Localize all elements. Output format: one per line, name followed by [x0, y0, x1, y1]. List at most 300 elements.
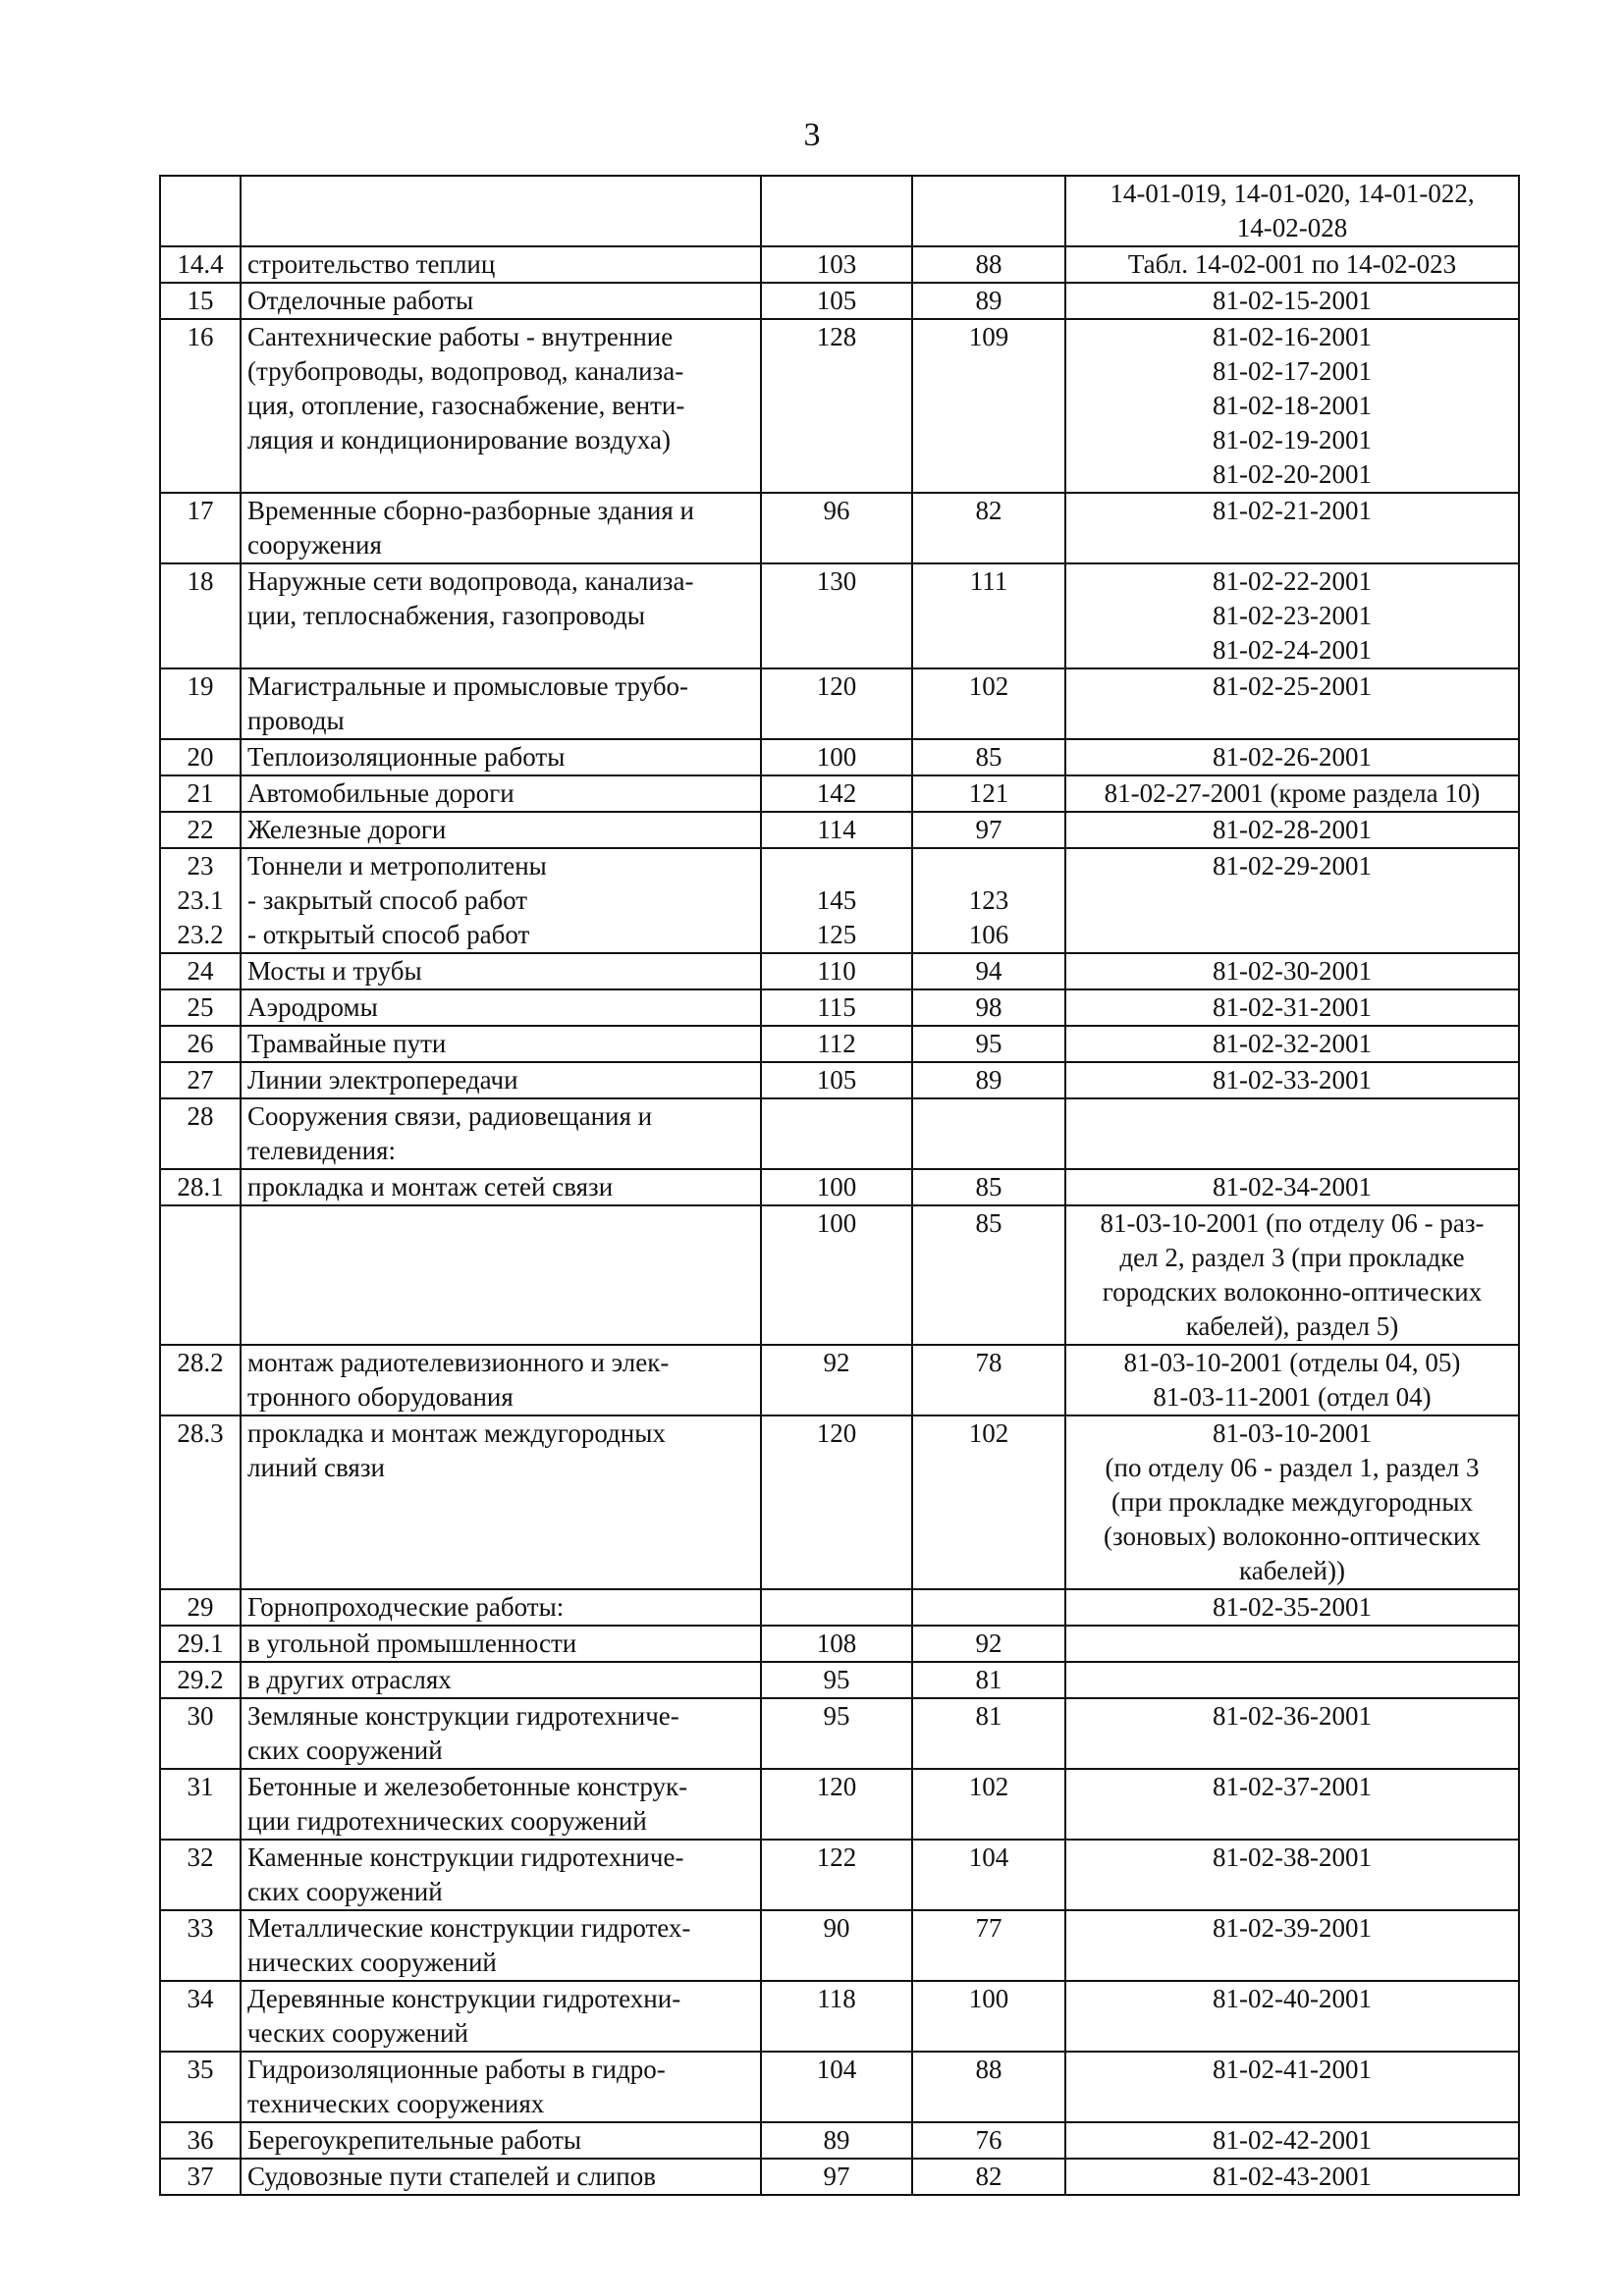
cell-line: 111 — [969, 566, 1008, 596]
cell-line: Теплоизоляционные работы — [247, 742, 566, 772]
table-row — [160, 563, 1519, 668]
row-number-cell — [160, 812, 241, 848]
cell-line: 20 — [187, 742, 214, 772]
work-type-cell — [241, 1098, 761, 1169]
row-number-cell — [160, 1589, 241, 1626]
cell-line: 81-02-36-2001 — [1213, 1701, 1372, 1731]
cell-line: ции, теплоснабжения, газопроводы — [247, 601, 645, 630]
cell-line: 24 — [187, 956, 214, 986]
reference-cell — [1065, 1589, 1519, 1626]
cell-line: 21 — [187, 778, 214, 808]
cell-line: Сооружения связи, радиовещания и — [247, 1101, 653, 1131]
row-number-cell — [160, 1345, 241, 1415]
reference-cell — [1065, 1910, 1519, 1981]
cell-line: 81-03-11-2001 (отдел 04) — [1153, 1382, 1432, 1412]
cell-line: 125 — [816, 920, 857, 949]
work-type-cell — [241, 2122, 761, 2159]
cell-line: 81-02-39-2001 — [1213, 1913, 1372, 1943]
coefficient-b-cell — [912, 1169, 1065, 1205]
coefficient-b-cell — [912, 1415, 1065, 1589]
coefficient-b-cell — [912, 775, 1065, 812]
coefficient-a-cell — [761, 2052, 912, 2122]
work-type-cell — [241, 1910, 761, 1981]
cell-line: 106 — [968, 920, 1009, 949]
cell-line: ских сооружений — [247, 1877, 443, 1906]
work-type-cell — [241, 1769, 761, 1840]
cell-line: 123 — [968, 885, 1009, 915]
row-number-cell — [160, 1415, 241, 1589]
cell-line: 36 — [187, 2125, 214, 2155]
coefficient-b-cell — [912, 2122, 1065, 2159]
cell-line: Табл. 14-02-001 по 14-02-023 — [1127, 249, 1457, 279]
coefficient-b-cell — [912, 283, 1065, 319]
cell-line: Берегоукрепительные работы — [247, 2125, 582, 2155]
reference-cell — [1065, 176, 1519, 246]
cell-line: 81 — [975, 1665, 1002, 1694]
cell-line: 19 — [187, 671, 214, 701]
coefficient-a-cell — [761, 246, 912, 283]
cell-line: 81-02-32-2001 — [1213, 1029, 1372, 1058]
work-type-cell — [241, 319, 761, 493]
cell-line: 81-03-10-2001 (отделы 04, 05) — [1123, 1348, 1461, 1377]
cell-line: прокладка и монтаж сетей связи — [247, 1172, 614, 1201]
cell-line: Тоннели и метрополитены — [247, 851, 547, 881]
row-number-cell — [160, 1769, 241, 1840]
coefficient-a-cell — [761, 775, 912, 812]
row-number-cell — [160, 1698, 241, 1769]
cell-line: 81-02-23-2001 — [1213, 601, 1372, 630]
cell-line — [919, 849, 1058, 883]
cell-line: 95 — [823, 1665, 850, 1694]
coefficient-a-cell — [761, 848, 912, 953]
reference-cell — [1065, 1415, 1519, 1589]
row-number-cell — [160, 2159, 241, 2195]
row-number-cell — [160, 246, 241, 283]
cell-line: кабелей), раздел 5) — [1185, 1311, 1399, 1341]
reference-cell — [1065, 319, 1519, 493]
work-type-cell — [241, 2159, 761, 2195]
coefficient-a-cell — [761, 283, 912, 319]
coefficient-b-cell — [912, 176, 1065, 246]
cell-line: 96 — [823, 496, 850, 525]
coefficient-b-cell — [912, 1026, 1065, 1062]
cell-line: в других отраслях — [247, 1665, 452, 1694]
cell-line: 81-02-24-2001 — [1213, 635, 1372, 665]
cell-line: ции гидротехнических сооружений — [247, 1806, 647, 1836]
cell-line: 81-02-31-2001 — [1213, 992, 1372, 1022]
cell-line: 97 — [975, 815, 1002, 844]
row-number-cell — [160, 1626, 241, 1662]
cell-line: 89 — [975, 286, 1002, 315]
cell-line: 77 — [975, 1913, 1002, 1943]
cell-line: 103 — [816, 249, 857, 279]
reference-cell — [1065, 1698, 1519, 1769]
row-number-cell — [160, 1205, 241, 1345]
reference-cell — [1065, 1098, 1519, 1169]
cell-line: 90 — [823, 1913, 850, 1943]
work-type-cell — [241, 739, 761, 775]
reference-cell — [1065, 1981, 1519, 2052]
table-row — [160, 1981, 1519, 2052]
cell-line: 109 — [968, 322, 1009, 351]
cell-line: 94 — [975, 956, 1002, 986]
cell-line: 15 — [187, 286, 214, 315]
work-type-cell — [241, 1062, 761, 1098]
cell-line: 102 — [968, 671, 1009, 701]
coefficient-b-cell — [912, 1662, 1065, 1698]
cell-line: 105 — [816, 1065, 857, 1095]
cell-line: 25 — [187, 992, 214, 1022]
table-row — [160, 1698, 1519, 1769]
coefficient-b-cell — [912, 2052, 1065, 2122]
cell-line: нических сооружений — [247, 1948, 497, 1977]
work-type-cell — [241, 1026, 761, 1062]
cell-line: 92 — [975, 1629, 1002, 1658]
coefficient-b-cell — [912, 1205, 1065, 1345]
table-row — [160, 812, 1519, 848]
cell-line: 81-02-43-2001 — [1213, 2162, 1372, 2191]
coefficient-a-cell — [761, 989, 912, 1026]
cell-line: ляция и кондиционирование воздуха) — [247, 425, 671, 454]
cell-line: 128 — [816, 322, 857, 351]
cell-line: (зоновых) волоконно-оптических — [1104, 1522, 1481, 1551]
cell-line: 81-03-10-2001 (по отделу 06 - раз- — [1100, 1208, 1485, 1238]
cell-line: 81-02-35-2001 — [1213, 1592, 1372, 1622]
coefficient-a-cell — [761, 1589, 912, 1626]
row-number-cell — [160, 1910, 241, 1981]
coefficient-a-cell — [761, 739, 912, 775]
cell-line: 145 — [816, 885, 857, 915]
coefficient-b-cell — [912, 1589, 1065, 1626]
cell-line: 95 — [975, 1029, 1002, 1058]
table-row — [160, 1662, 1519, 1698]
cell-line: 81-02-27-2001 (кроме раздела 10) — [1104, 778, 1481, 808]
work-type-cell — [241, 1205, 761, 1345]
reference-cell — [1065, 2052, 1519, 2122]
coefficient-a-cell — [761, 668, 912, 739]
cell-line: 130 — [816, 566, 857, 596]
reference-cell — [1065, 2122, 1519, 2159]
cell-line: Земляные конструкции гидротехниче- — [247, 1701, 679, 1731]
cell-line: Судовозные пути стапелей и слипов — [247, 2162, 657, 2191]
reference-cell — [1065, 953, 1519, 989]
cell-line: Линии электропередачи — [247, 1065, 518, 1095]
cell-line: 33 — [187, 1913, 214, 1943]
cell-line: - закрытый способ работ — [247, 885, 528, 915]
cell-line: 81 — [975, 1701, 1002, 1731]
coefficient-b-cell — [912, 1098, 1065, 1169]
work-type-cell — [241, 953, 761, 989]
table-row — [160, 1840, 1519, 1910]
work-type-cell — [241, 812, 761, 848]
table-row — [160, 1415, 1519, 1589]
reference-cell — [1065, 1205, 1519, 1345]
table-row — [160, 1769, 1519, 1840]
reference-cell — [1065, 1345, 1519, 1415]
row-number-cell — [160, 1662, 241, 1698]
table-row — [160, 1205, 1519, 1345]
row-number-cell — [160, 1840, 241, 1910]
table-row — [160, 1062, 1519, 1098]
cell-line: 100 — [816, 1172, 857, 1201]
cell-line: 27 — [187, 1065, 214, 1095]
row-number-cell — [160, 1062, 241, 1098]
reference-cell — [1065, 1169, 1519, 1205]
coefficient-b-cell — [912, 563, 1065, 668]
cell-line: 81-02-41-2001 — [1213, 2055, 1372, 2084]
cell-line: ческих сооружений — [247, 2018, 468, 2048]
reference-cell — [1065, 739, 1519, 775]
cell-line: Бетонные и железобетонные конструк- — [247, 1772, 688, 1801]
work-type-cell — [241, 176, 761, 246]
cell-line: 82 — [975, 496, 1002, 525]
cell-line: 102 — [968, 1418, 1009, 1448]
cell-line: 100 — [816, 742, 857, 772]
cell-line: 81-02-17-2001 — [1213, 356, 1372, 386]
cell-line: 100 — [968, 1984, 1009, 2013]
table-row — [160, 848, 1519, 953]
cell-line: 76 — [975, 2125, 1002, 2155]
cell-line: 81-02-16-2001 — [1213, 322, 1372, 351]
reference-cell — [1065, 1062, 1519, 1098]
cell-line: - открытый способ работ — [247, 920, 530, 949]
coefficient-a-cell — [761, 1415, 912, 1589]
cell-line: 85 — [975, 1208, 1002, 1238]
cell-line: Трамвайные пути — [247, 1029, 447, 1058]
row-number-cell — [160, 668, 241, 739]
table-row — [160, 668, 1519, 739]
coefficient-a-cell — [761, 2159, 912, 2195]
cell-line: технических сооружениях — [247, 2089, 545, 2118]
row-number-cell — [160, 1981, 241, 2052]
coefficient-b-cell — [912, 246, 1065, 283]
work-type-cell — [241, 1169, 761, 1205]
coefficient-a-cell — [761, 1062, 912, 1098]
cell-line: (по отделу 06 - раздел 1, раздел 3 — [1105, 1453, 1480, 1482]
table-row — [160, 1345, 1519, 1415]
page-number: 3 — [803, 117, 821, 153]
coefficient-b-cell — [912, 1062, 1065, 1098]
reference-cell — [1065, 1626, 1519, 1662]
cell-line: Железные дороги — [247, 815, 447, 844]
cell-line: в угольной промышленности — [247, 1629, 577, 1658]
cell-line: 29.2 — [177, 1665, 224, 1694]
coefficient-b-cell — [912, 1910, 1065, 1981]
coefficient-b-cell — [912, 319, 1065, 493]
cell-line: 14-01-019, 14-01-020, 14-01-022, — [1110, 179, 1475, 208]
work-type-cell — [241, 1626, 761, 1662]
reference-cell — [1065, 775, 1519, 812]
cell-line: 22 — [187, 815, 214, 844]
table-row — [160, 2052, 1519, 2122]
reference-cell — [1065, 668, 1519, 739]
cell-line — [768, 849, 905, 883]
row-number-cell — [160, 1098, 241, 1169]
cell-line: 81-02-26-2001 — [1213, 742, 1372, 772]
work-type-cell — [241, 283, 761, 319]
row-number-cell — [160, 1169, 241, 1205]
work-type-cell — [241, 1589, 761, 1626]
work-type-cell — [241, 1981, 761, 2052]
cell-line: 120 — [816, 1772, 857, 1801]
coefficient-a-cell — [761, 1026, 912, 1062]
cell-line: 81-02-18-2001 — [1213, 391, 1372, 420]
cell-line: 89 — [975, 1065, 1002, 1095]
coefficient-b-cell — [912, 989, 1065, 1026]
reference-cell — [1065, 1840, 1519, 1910]
table-row — [160, 2159, 1519, 2195]
coefficient-b-cell — [912, 493, 1065, 563]
coefficient-a-cell — [761, 1205, 912, 1345]
table-row — [160, 1098, 1519, 1169]
row-number-cell — [160, 953, 241, 989]
cell-line: 122 — [816, 1842, 857, 1872]
cell-line: дел 2, раздел 3 (при прокладке — [1119, 1243, 1465, 1272]
cell-line: 30 — [187, 1701, 214, 1731]
cell-line: 28 — [187, 1101, 214, 1131]
reference-cell — [1065, 989, 1519, 1026]
cell-line: 28.2 — [177, 1348, 224, 1377]
coefficient-a-cell — [761, 493, 912, 563]
table-row — [160, 1626, 1519, 1662]
coefficient-a-cell — [761, 1698, 912, 1769]
cell-line: 112 — [817, 1029, 856, 1058]
table-row — [160, 953, 1519, 989]
row-number-cell — [160, 319, 241, 493]
cell-line: 81-02-25-2001 — [1213, 671, 1372, 701]
cell-line: 98 — [975, 992, 1002, 1022]
coefficient-a-cell — [761, 1345, 912, 1415]
cell-line: 81-03-10-2001 — [1213, 1418, 1372, 1448]
cell-line: монтаж радиотелевизионного и элек- — [247, 1348, 670, 1377]
cell-line: Горнопроходческие работы: — [247, 1592, 565, 1622]
cell-line: 29.1 — [177, 1629, 224, 1658]
work-type-cell — [241, 1698, 761, 1769]
cell-line: 97 — [823, 2162, 850, 2191]
cell-line: 82 — [975, 2162, 1002, 2191]
cell-line: 28.3 — [177, 1418, 224, 1448]
coefficient-a-cell — [761, 1981, 912, 2052]
cell-line: 26 — [187, 1029, 214, 1058]
coefficient-b-cell — [912, 1626, 1065, 1662]
cell-line: 17 — [187, 496, 214, 525]
cell-line: 81-02-22-2001 — [1213, 566, 1372, 596]
row-number-cell — [160, 283, 241, 319]
row-number-cell — [160, 2122, 241, 2159]
cell-line: 18 — [187, 566, 214, 596]
norms-table — [159, 175, 1520, 2196]
table-row — [160, 989, 1519, 1026]
cell-line: линий связи — [247, 1453, 385, 1482]
cell-line: Гидроизоляционные работы в гидро- — [247, 2055, 666, 2084]
work-type-cell — [241, 1662, 761, 1698]
cell-line: ция, отопление, газоснабжение, венти- — [247, 391, 685, 420]
work-type-cell — [241, 848, 761, 953]
cell-line: 81-02-15-2001 — [1213, 286, 1372, 315]
coefficient-a-cell — [761, 176, 912, 246]
table-row — [160, 176, 1519, 246]
cell-line: 92 — [823, 1348, 850, 1377]
work-type-cell — [241, 1840, 761, 1910]
coefficient-b-cell — [912, 1981, 1065, 2052]
cell-line: 81-02-34-2001 — [1213, 1172, 1372, 1201]
reference-cell — [1065, 246, 1519, 283]
cell-line: 81-02-38-2001 — [1213, 1842, 1372, 1872]
reference-cell — [1065, 2159, 1519, 2195]
cell-line: 23 — [187, 851, 214, 881]
table-row — [160, 283, 1519, 319]
cell-line: 115 — [817, 992, 856, 1022]
cell-line: проводы — [247, 706, 345, 735]
cell-line: Наружные сети водопровода, канализа- — [247, 566, 694, 596]
coefficient-b-cell — [912, 1345, 1065, 1415]
cell-line: 121 — [968, 778, 1009, 808]
cell-line: 23.2 — [177, 920, 224, 949]
cell-line: 34 — [187, 1984, 214, 2013]
cell-line: 81-02-30-2001 — [1213, 956, 1372, 986]
cell-line: 89 — [823, 2125, 850, 2155]
table-row — [160, 1026, 1519, 1062]
cell-line: 95 — [823, 1701, 850, 1731]
row-number-cell — [160, 176, 241, 246]
cell-line: 88 — [975, 249, 1002, 279]
row-number-cell — [160, 1026, 241, 1062]
coefficient-b-cell — [912, 1698, 1065, 1769]
coefficient-b-cell — [912, 1840, 1065, 1910]
cell-line: 81-02-21-2001 — [1213, 496, 1372, 525]
coefficient-a-cell — [761, 1662, 912, 1698]
work-type-cell — [241, 563, 761, 668]
cell-line: 100 — [816, 1208, 857, 1238]
coefficient-a-cell — [761, 319, 912, 493]
cell-line: (трубопроводы, водопровод, канализа- — [247, 356, 684, 386]
cell-line: 29 — [187, 1592, 214, 1622]
coefficient-a-cell — [761, 1769, 912, 1840]
cell-line: 14.4 — [177, 249, 224, 279]
cell-line: городских волоконно-оптических — [1102, 1277, 1483, 1307]
cell-line: 81-02-33-2001 — [1213, 1065, 1372, 1095]
reference-cell — [1065, 848, 1519, 953]
reference-cell — [1065, 1026, 1519, 1062]
table-row — [160, 319, 1519, 493]
cell-line: Аэродромы — [247, 992, 378, 1022]
coefficient-a-cell — [761, 1098, 912, 1169]
cell-line: 120 — [816, 671, 857, 701]
cell-line: 28.1 — [177, 1172, 224, 1201]
cell-line: 81-02-28-2001 — [1213, 815, 1372, 844]
coefficient-b-cell — [912, 2159, 1065, 2195]
cell-line: 16 — [187, 322, 214, 351]
cell-line: Деревянные конструкции гидротехни- — [247, 1984, 681, 2013]
reference-cell — [1065, 1769, 1519, 1840]
work-type-cell — [241, 775, 761, 812]
work-type-cell — [241, 1415, 761, 1589]
cell-line: 120 — [816, 1418, 857, 1448]
cell-line: 114 — [817, 815, 856, 844]
cell-line: 32 — [187, 1842, 214, 1872]
work-type-cell — [241, 2052, 761, 2122]
cell-line: телевидения: — [247, 1136, 396, 1165]
row-number-cell — [160, 989, 241, 1026]
work-type-cell — [241, 1345, 761, 1415]
cell-line: 104 — [816, 2055, 857, 2084]
coefficient-a-cell — [761, 1626, 912, 1662]
cell-line: 23.1 — [177, 885, 224, 915]
cell-line: ских сооружений — [247, 1735, 443, 1765]
cell-line: 37 — [187, 2162, 214, 2191]
cell-line: 110 — [817, 956, 856, 986]
row-number-cell — [160, 848, 241, 953]
